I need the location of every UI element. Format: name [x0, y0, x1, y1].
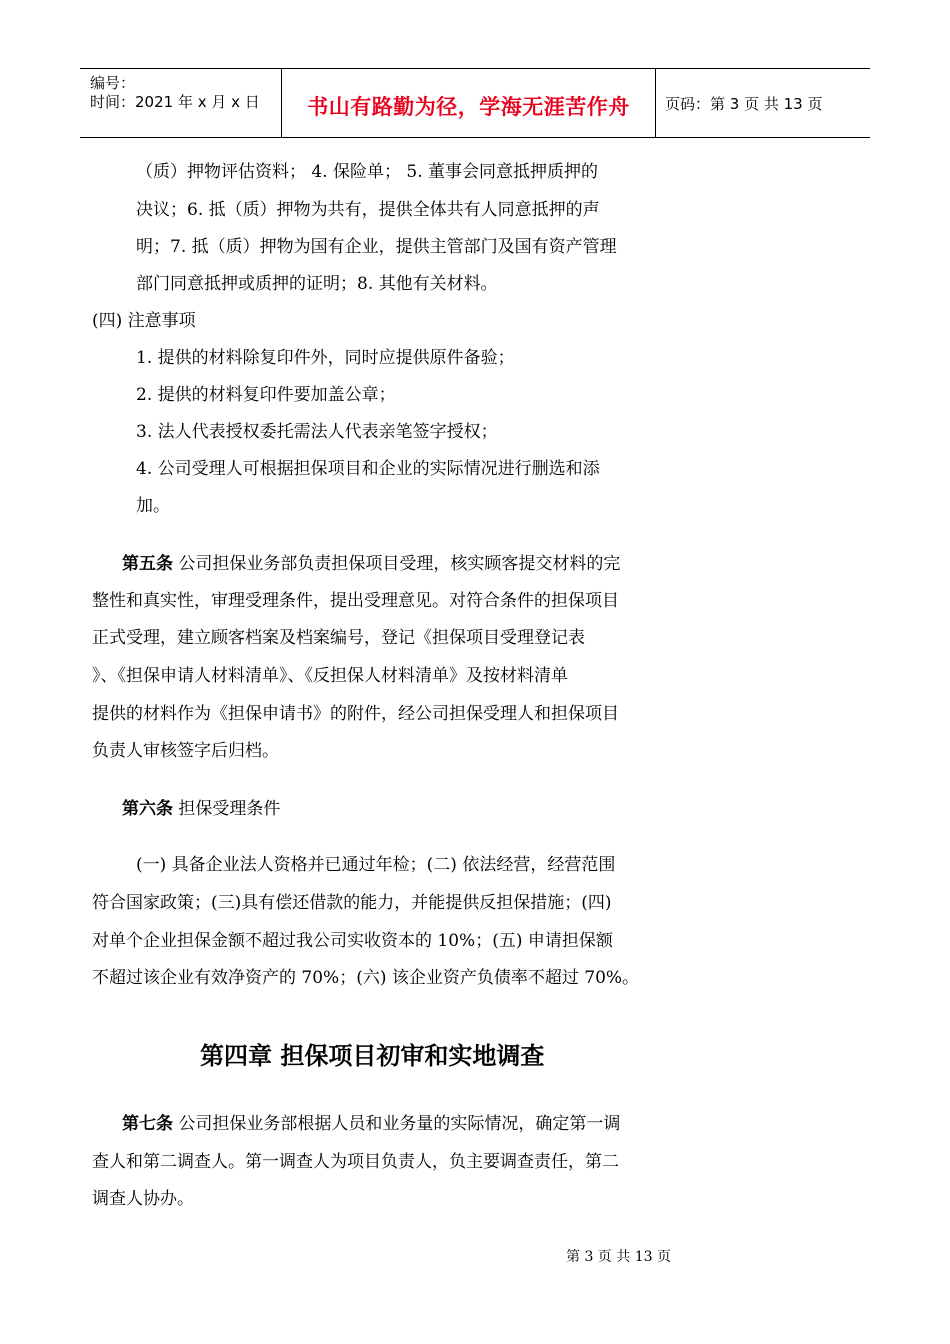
header-info-cell	[80, 69, 282, 137]
header-page-cell	[656, 69, 870, 137]
list-item: 2. 提供的材料复印件要加盖公章；	[136, 385, 396, 405]
paragraph-line: 部门同意抵押或质押的证明；8. 其他有关材料。	[136, 274, 498, 294]
document-number-label: 编号：	[90, 74, 136, 92]
page-footer: 第 3 页 共 13 页	[566, 1249, 671, 1265]
paragraph-line: 决议；6. 抵（质）押物为共有，提供全体共有人同意抵押的声	[136, 200, 600, 220]
paragraph-line: 调查人协办。	[92, 1189, 194, 1209]
paragraph-line: 正式受理，建立顾客档案及档案编号，登记《担保项目受理登记表	[92, 628, 585, 648]
paragraph-line: 明；7. 抵（质）押物为国有企业，提供主管部门及国有资产管理	[136, 237, 617, 257]
paragraph-line: 查人和第二调查人。第一调查人为项目负责人，负主要调查责任，第二	[92, 1152, 619, 1172]
list-item-continuation: 加。	[136, 496, 170, 516]
paragraph-line: （质）押物评估资料； 4. 保险单； 5. 董事会同意抵押质押的	[136, 162, 599, 182]
paragraph-line: 符合国家政策；(三)具有偿还借款的能力，并能提供反担保措施；(四)	[92, 893, 612, 913]
document-time-label: 时间：2021 年 x 月 x 日	[90, 93, 260, 111]
header-motto-cell	[282, 69, 656, 137]
article-5-line	[122, 552, 620, 576]
header-page-number: 页码：第 3 页 共 13 页	[665, 95, 823, 113]
list-item: 3. 法人代表授权委托需法人代表亲笔签字授权；	[136, 422, 498, 442]
paragraph-line: 对单个企业担保金额不超过我公司实收资本的 10%；(五) 申请担保额	[92, 931, 613, 951]
paragraph-line: 提供的材料作为《担保申请书》的附件，经公司担保受理人和担保项目	[92, 704, 619, 724]
list-item: 1. 提供的材料除复印件外，同时应提供原件备验；	[136, 348, 515, 368]
page-header	[80, 68, 870, 138]
article-title: 第六条	[122, 799, 173, 819]
paragraph-line: (一) 具备企业法人资格并已通过年检；(二) 依法经营，经营范围	[136, 855, 616, 875]
header-motto: 书山有路勤为径，学海无涯苦作舟	[307, 95, 630, 119]
article-text: 公司担保业务部根据人员和业务量的实际情况，确定第一调	[173, 1114, 621, 1134]
chapter-title: 第四章 担保项目初审和实地调查	[200, 1042, 545, 1070]
paragraph-line: 》、《担保申请人材料清单》、《反担保人材料清单》及按材料清单	[92, 666, 568, 686]
article-title: 第五条	[122, 554, 173, 574]
list-item: 4. 公司受理人可根据担保项目和企业的实际情况进行删选和添	[136, 459, 600, 479]
article-text: 公司担保业务部负责担保项目受理，核实顾客提交材料的完	[173, 554, 621, 574]
article-7-line	[122, 1112, 620, 1136]
paragraph-line: 负责人审核签字后归档。	[92, 741, 279, 761]
paragraph-line: 不超过该企业有效净资产的 70%；(六) 该企业资产负债率不超过 70%。	[92, 968, 640, 988]
article-text: 担保受理条件	[173, 799, 281, 819]
article-6-line	[122, 797, 280, 821]
article-title: 第七条	[122, 1114, 173, 1134]
paragraph-line: 整性和真实性，审理受理条件，提出受理意见。对符合条件的担保项目	[92, 591, 619, 611]
section-heading: (四) 注意事项	[92, 311, 196, 331]
